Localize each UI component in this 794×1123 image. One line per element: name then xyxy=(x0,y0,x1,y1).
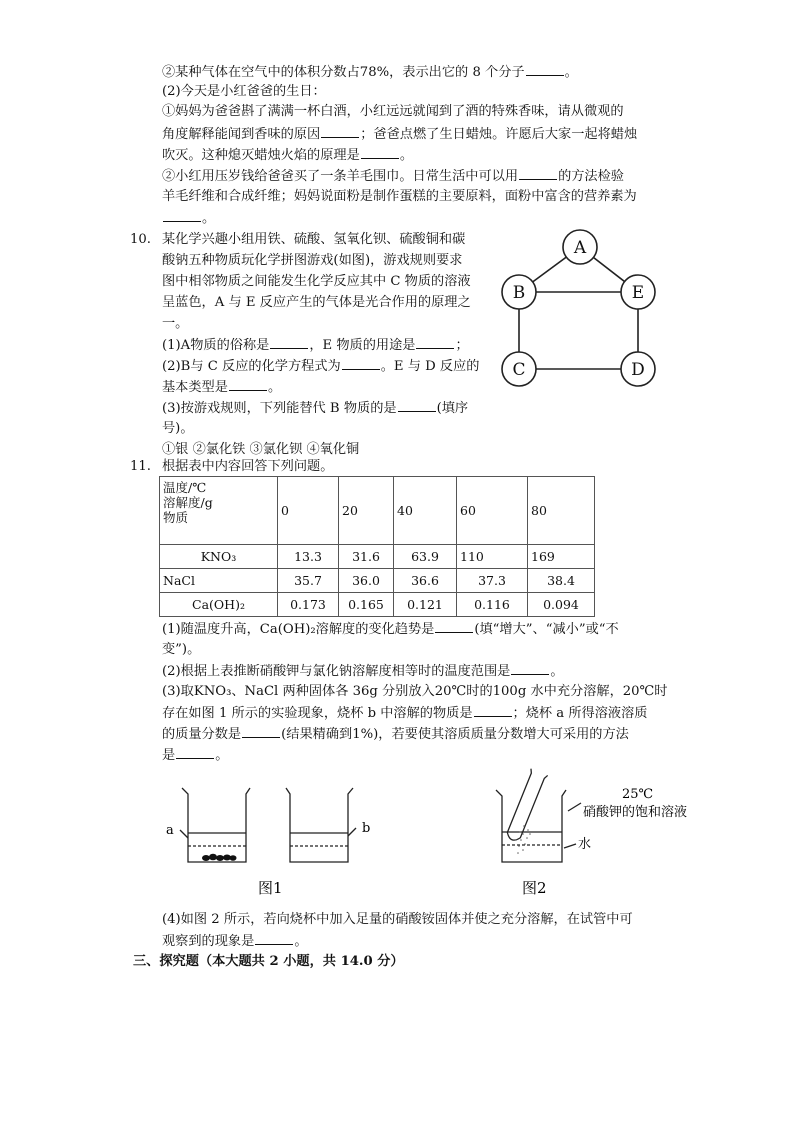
q10-line4: 呈蓝色，A 与 E 反应产生的气体是光合作用的原理之 xyxy=(162,295,471,310)
q10-number: 10. xyxy=(130,232,151,247)
q11-sub3-l3: 的质量分数是 (结果精确到1%)，若要使其溶质质量分数增大可采用的方法 xyxy=(162,727,629,742)
table-temp-80: 80 xyxy=(528,477,595,545)
node-a-label: A xyxy=(573,238,587,258)
cell: 63.9 xyxy=(394,545,457,569)
cell: 0.121 xyxy=(394,593,457,617)
q10-line2: 酸钠五种物质玩化学拼图游戏(如图)，游戏规则要求 xyxy=(162,253,463,268)
cell: 38.4 xyxy=(528,569,595,593)
q11-sub3-l1: (3)取KNO₃、NaCl 两种固体各 36g 分别放入20℃时的100g 水中充分溶解，20℃时 xyxy=(162,684,668,699)
q9-part2-title: (2)今天是小红爸爸的生日： xyxy=(162,84,326,99)
q10-sub3: (3)按游戏规则，下列能替代 B 物质的是 (填序 xyxy=(162,401,469,416)
q10-sub3b: 号)。 xyxy=(162,421,194,436)
table-header-temp: 温度/℃ xyxy=(163,480,207,495)
beaker-a-pointer xyxy=(180,830,188,838)
q9-p2-2-c: 。 xyxy=(162,210,215,227)
q10-sub2: (2)B与 C 反应的化学方程式为 。E 与 D 反应的 xyxy=(162,359,480,374)
beaker-b xyxy=(286,788,353,862)
section-3-heading: 三、探究题（本大题共 2 小题，共 14.0 分） xyxy=(133,954,404,969)
q11-sub3-l4: 是 。 xyxy=(162,748,229,763)
q11-sub1: (1)随温度升高，Ca(OH)₂溶解度的变化趋势是 (填“增大”、“减小”或“不 xyxy=(162,622,619,637)
table-row xyxy=(160,569,595,593)
cell: 0.173 xyxy=(278,593,339,617)
table-header-solubility: 溶解度/g xyxy=(163,495,213,510)
beaker-b-pointer xyxy=(348,828,356,836)
q11-sub2: (2)根据上表推断硝酸钾与氯化钠溶解度相等时的温度范围是 。 xyxy=(162,664,564,679)
q10-line5: 一。 xyxy=(162,316,189,331)
q11-sub1b: 变”)。 xyxy=(162,642,201,657)
table-temp-0: 0 xyxy=(278,477,339,545)
beaker-b-label: b xyxy=(362,821,371,836)
table-row xyxy=(160,545,595,569)
q9-p2-2-b: 羊毛纤维和合成纤维；妈妈说面粉是制作蛋糕的主要原料，面粉中富含的营养素为 xyxy=(162,189,637,204)
fig2-solution-label: 硝酸钾的饱和溶液 xyxy=(583,805,688,820)
row-substance: Ca(OH)₂ xyxy=(160,593,278,617)
node-d-label: D xyxy=(631,360,645,380)
fig2-water-pointer xyxy=(564,844,576,848)
node-e-label: E xyxy=(631,283,645,303)
q11-number: 11. xyxy=(130,459,151,474)
node-b-label: B xyxy=(512,283,526,303)
beaker-a-label: a xyxy=(166,823,174,838)
cell: 110 xyxy=(457,545,528,569)
q9-line1: ②某种气体在空气中的体积分数占78%，表示出它的 8 个分子 。 xyxy=(162,65,578,80)
q9-p2-1-a: ①妈妈为爸爸斟了满满一杯白酒，小红远远就闻到了酒的特殊香味，请从微观的 xyxy=(162,104,624,119)
figure-1 xyxy=(160,780,390,900)
cell: 36.0 xyxy=(339,569,394,593)
q9-p2-2-a: ②小红用压岁钱给爸爸买了一条羊毛围巾。日常生活中可以用 的方法检验 xyxy=(162,169,624,184)
table-header-cell xyxy=(160,477,278,545)
undissolved-solid xyxy=(202,854,237,861)
solubility-table xyxy=(159,476,595,617)
q11-sub4-l2: 观察到的现象是 。 xyxy=(162,934,308,949)
q9-p2-1-c: 吹灭。这种熄灭蜡烛火焰的原理是 。 xyxy=(162,148,413,163)
node-c-label: C xyxy=(512,360,526,380)
row-substance: NaCl xyxy=(160,569,278,593)
q10-sub1: (1)A物质的俗称是 ，E 物质的用途是 ； xyxy=(162,338,469,353)
cell: 35.7 xyxy=(278,569,339,593)
cell: 0.094 xyxy=(528,593,595,617)
table-temp-60: 60 xyxy=(457,477,528,545)
q10-puzzle-diagram xyxy=(498,228,668,398)
cell: 37.3 xyxy=(457,569,528,593)
table-row xyxy=(160,593,595,617)
q10-options: ①银 ②氯化铁 ③氯化钡 ④氧化铜 xyxy=(162,442,360,457)
q11-sub3-l2: 存在如图 1 所示的实验现象，烧杯 b 中溶解的物质是 ；烧杯 a 所得溶液溶质 xyxy=(162,706,648,721)
fig2-temperature: 25℃ xyxy=(622,787,654,802)
cell: 169 xyxy=(528,545,595,569)
table-header-substance: 物质 xyxy=(163,510,189,525)
q11-intro: 根据表中内容回答下列问题。 xyxy=(162,459,334,474)
row-substance: KNO₃ xyxy=(160,545,278,569)
cell: 31.6 xyxy=(339,545,394,569)
cell: 13.3 xyxy=(278,545,339,569)
cell: 0.165 xyxy=(339,593,394,617)
figure-2 xyxy=(490,768,720,900)
q10-line1: 某化学兴趣小组用铁、硫酸、氢氧化钡、硫酸铜和碳 xyxy=(162,232,466,247)
beaker-a xyxy=(182,788,250,862)
fig2-beaker xyxy=(496,790,566,862)
table-temp-40: 40 xyxy=(394,477,457,545)
figure-1-caption: 图1 xyxy=(258,879,283,897)
cell: 0.116 xyxy=(457,593,528,617)
table-temp-20: 20 xyxy=(339,477,394,545)
figure-2-caption: 图2 xyxy=(522,879,547,897)
q10-line3: 图中相邻物质之间能发生化学反应其中 C 物质的溶液 xyxy=(162,274,471,289)
q9-p2-1-b: 角度解释能闻到香味的原因 ；爸爸点燃了生日蜡烛。许愿后大家一起将蜡烛 xyxy=(162,127,638,142)
cell: 36.6 xyxy=(394,569,457,593)
fig2-water-label: 水 xyxy=(578,837,592,852)
q10-sub2b: 基本类型是 。 xyxy=(162,380,282,395)
fig2-solution-pointer xyxy=(568,803,581,811)
q11-sub4-l1: (4)如图 2 所示，若向烧杯中加入足量的硝酸铵固体并使之充分溶解，在试管中可 xyxy=(162,912,633,927)
